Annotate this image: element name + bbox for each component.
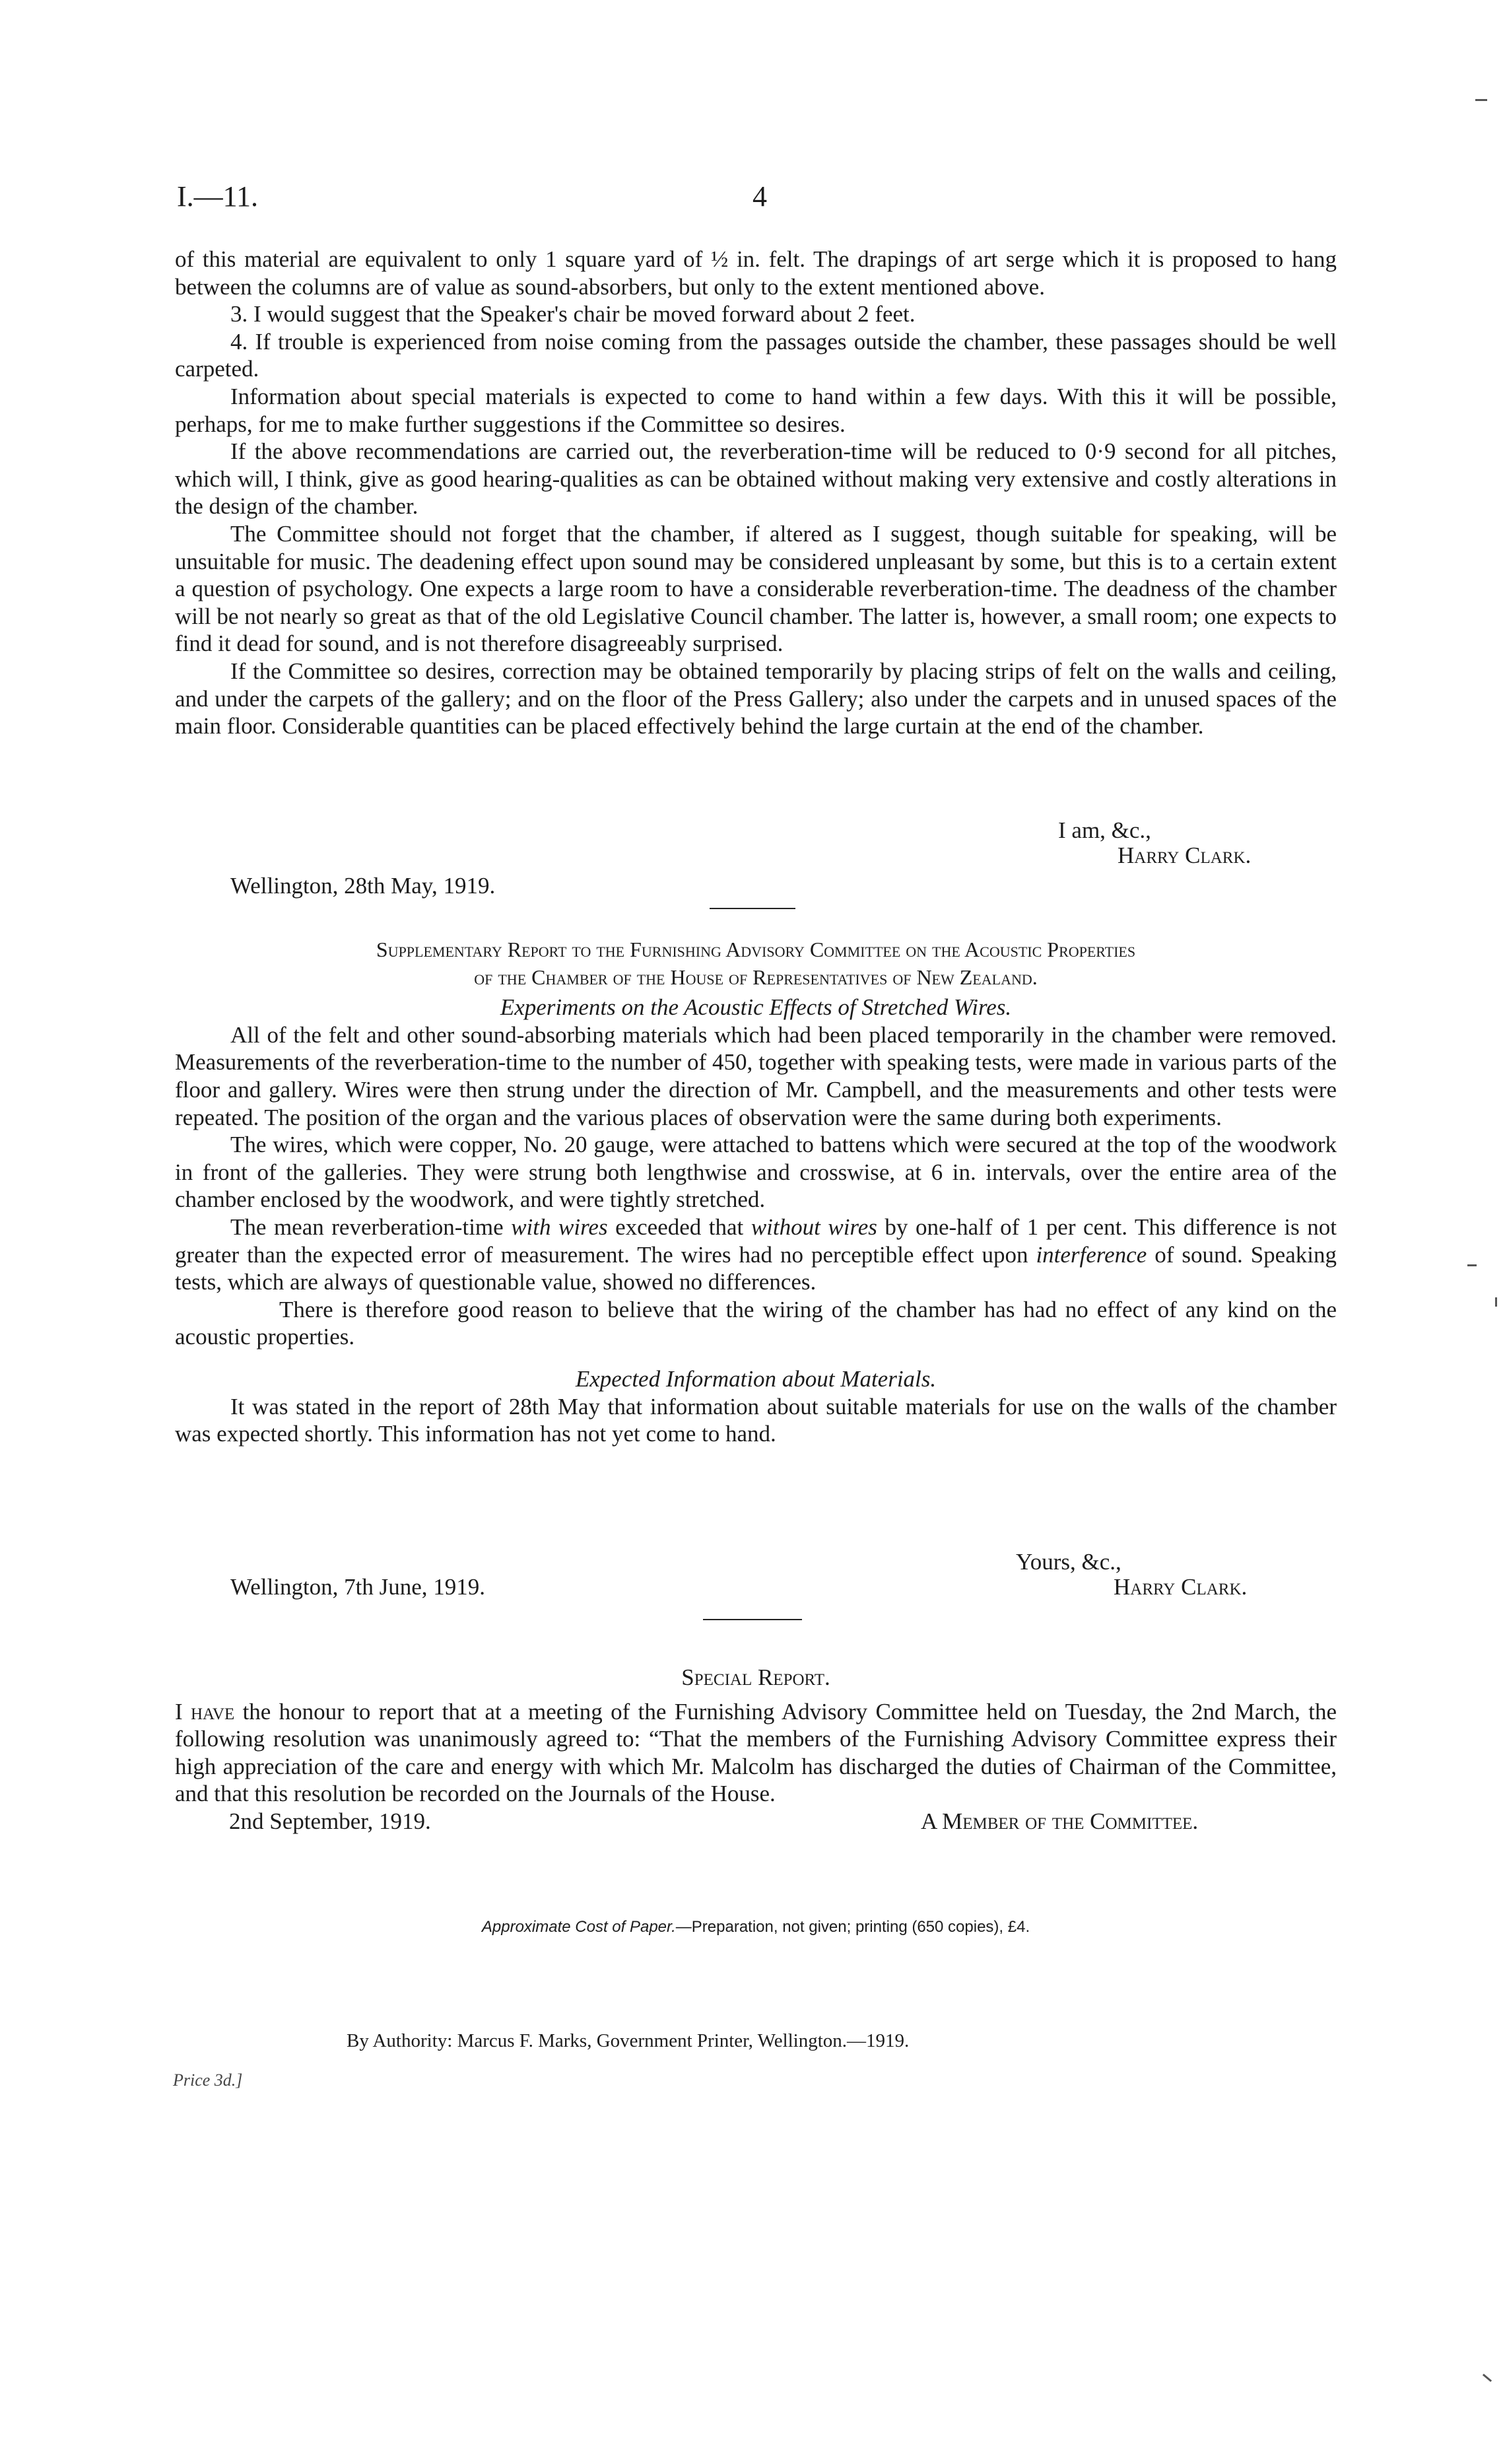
lead-in: I have: [175, 1698, 235, 1725]
paragraph: [175, 1698, 1337, 1808]
emphasis: with wires: [511, 1214, 608, 1240]
paragraph: If the above recommendations are carried out, the reverberation-time will be reduced to 0·9 second for all pitches, which will, I think, give as good hearing-qualities as can be obtained without making very extensive and costly alterations in the design of the chamber.: [175, 438, 1337, 520]
paragraph: of this material are equivalent to only 1 square yard of ½ in. felt. The drapings of art serge which it is proposed to hang between the columns are of value as sound-absorbers, but only to the extent mentioned above.: [175, 246, 1337, 300]
special-report: [175, 1664, 1337, 1835]
text-run: by one-half of 1 per cent. This difference is not greater than the expected error of measurement. The wires had no perceptible effect upon: [175, 1214, 1337, 1268]
price-note: Price 3d.]: [173, 2070, 243, 2090]
paragraph: Information about special materials is expected to come to hand within a few days. With this it will be possible, perhaps, for me to make further suggestions if the Committee so desires.: [175, 383, 1337, 437]
report-subheading: Experiments on the Acoustic Effects of Stretched Wires.: [500, 994, 1012, 1021]
text-run: The mean reverberation-time: [230, 1214, 512, 1240]
supplementary-signoff: [175, 1549, 1337, 1602]
paragraph: The Committee should not forget that the chamber, if altered as I suggest, though suitable for speaking, will be unsuitable for music. The deadening effect upon sound may be considered unpleasant by some, but this is to a certain extent a question of psychology. One expects a large room to have a considerable reverberation-time. The deadness of the chamber will be not nearly so great as that of the old Legislative Council chamber. The latter is, however, a small room; one expects to find it dead for sound, and is not therefore disagreeably surprised.: [175, 520, 1337, 657]
paragraph: [175, 1214, 1337, 1296]
paragraph: All of the felt and other sound-absorbing materials which had been placed temporarily in the chamber were removed. Measurements of the reverberation-time to the number of 450, together with speaking tests, were made in various parts of the floor and gallery. Wires were then strung under the direction of Mr. Campbell, and the measurements and other tests were repeated. The position of the organ and the various places of observation were the same during both experiments.: [175, 1021, 1337, 1130]
cost-text: —Preparation, not given; printing (650 copies), £4.: [675, 1918, 1030, 1936]
signature: A Member of the Committee.: [921, 1808, 1199, 1834]
emphasis: without wires: [751, 1214, 877, 1240]
report-title: Special Report.: [681, 1664, 830, 1690]
scan-mark: [1475, 99, 1487, 101]
emphasis: interference: [1036, 1241, 1147, 1268]
report-title: Supplementary Report to the Furnishing Advisory Committee on the Acoustic Properties: [376, 938, 1136, 961]
section-rule: [710, 908, 795, 909]
scan-mark: [1467, 1264, 1477, 1266]
paragraph: 3. I would suggest that the Speaker's chair be moved forward about 2 feet.: [230, 301, 916, 327]
signature: Harry Clark.: [1114, 1574, 1248, 1600]
cost-label: Approximate Cost of Paper.: [481, 1918, 676, 1936]
document-reference: I.—11.: [177, 180, 259, 213]
paragraph: There is therefore good reason to believe that the wiring of the chamber has had no effect of any kind on the acoustic properties.: [175, 1296, 1337, 1350]
letter-continuation: [175, 246, 1337, 740]
report-title-continued: of the Chamber of the House of Representatives of New Zealand.: [474, 965, 1038, 989]
report-subheading: Expected Information about Materials.: [575, 1365, 937, 1392]
text-run: the honour to report that at a meeting of the Furnishing Advisory Committee held on Tuesday, the 2nd March, the following resolution was unanimously agreed to: “That the members of the Furnishing Advisory Committee express their high appreciation of the care and energy with which Mr. Malcolm has discharged the duties of Chairman of the Committee, and that this resolution be recorded on the Journals of the House.: [175, 1698, 1337, 1807]
scan-mark: [1495, 1297, 1497, 1307]
paragraph: It was stated in the report of 28th May that information about suitable materials for use on the walls of the chamber was expected shortly. This information has not yet come to hand.: [175, 1393, 1337, 1447]
text-run: of sound. Speaking tests, which are always of questionable value, showed no differences.: [175, 1241, 1337, 1295]
scan-mark: [1483, 2374, 1492, 2382]
letter-signoff: [175, 817, 1337, 901]
text-run: exceeded that: [607, 1214, 751, 1240]
cost-note: [175, 1918, 1337, 1936]
closing: I am, &c.,: [1058, 817, 1151, 843]
printer-imprint: By Authority: Marcus F. Marks, Government Printer, Wellington.—1919.: [347, 2030, 910, 2051]
page-number: 4: [752, 180, 767, 213]
place-date: Wellington, 28th May, 1919.: [230, 873, 496, 899]
supplementary-report: [175, 936, 1337, 1448]
paragraph: 4. If trouble is experienced from noise coming from the passages outside the chamber, these passages should be well carpeted.: [175, 328, 1337, 382]
paragraph: The wires, which were copper, No. 20 gauge, were attached to battens which were secured at the top of the woodwork in front of the galleries. They were strung both lengthwise and crosswise, at 6 in. intervals, over the entire area of the chamber enclosed by the woodwork, and were tightly stretched.: [175, 1132, 1337, 1213]
place-date: Wellington, 7th June, 1919.: [230, 1574, 486, 1600]
date: 2nd September, 1919.: [229, 1808, 431, 1834]
paragraph: If the Committee so desires, correction may be obtained temporarily by placing strips of felt on the walls and ceiling, and under the carpets of the gallery; and on the floor of the Press Gallery; also under the carpets and in unused spaces of the main floor. Considerable quantities can be placed effectively behind the large curtain at the end of the chamber.: [175, 658, 1337, 739]
signature: Harry Clark.: [1118, 842, 1252, 868]
closing: Yours, &c.,: [1016, 1549, 1121, 1575]
section-rule: [703, 1619, 802, 1620]
